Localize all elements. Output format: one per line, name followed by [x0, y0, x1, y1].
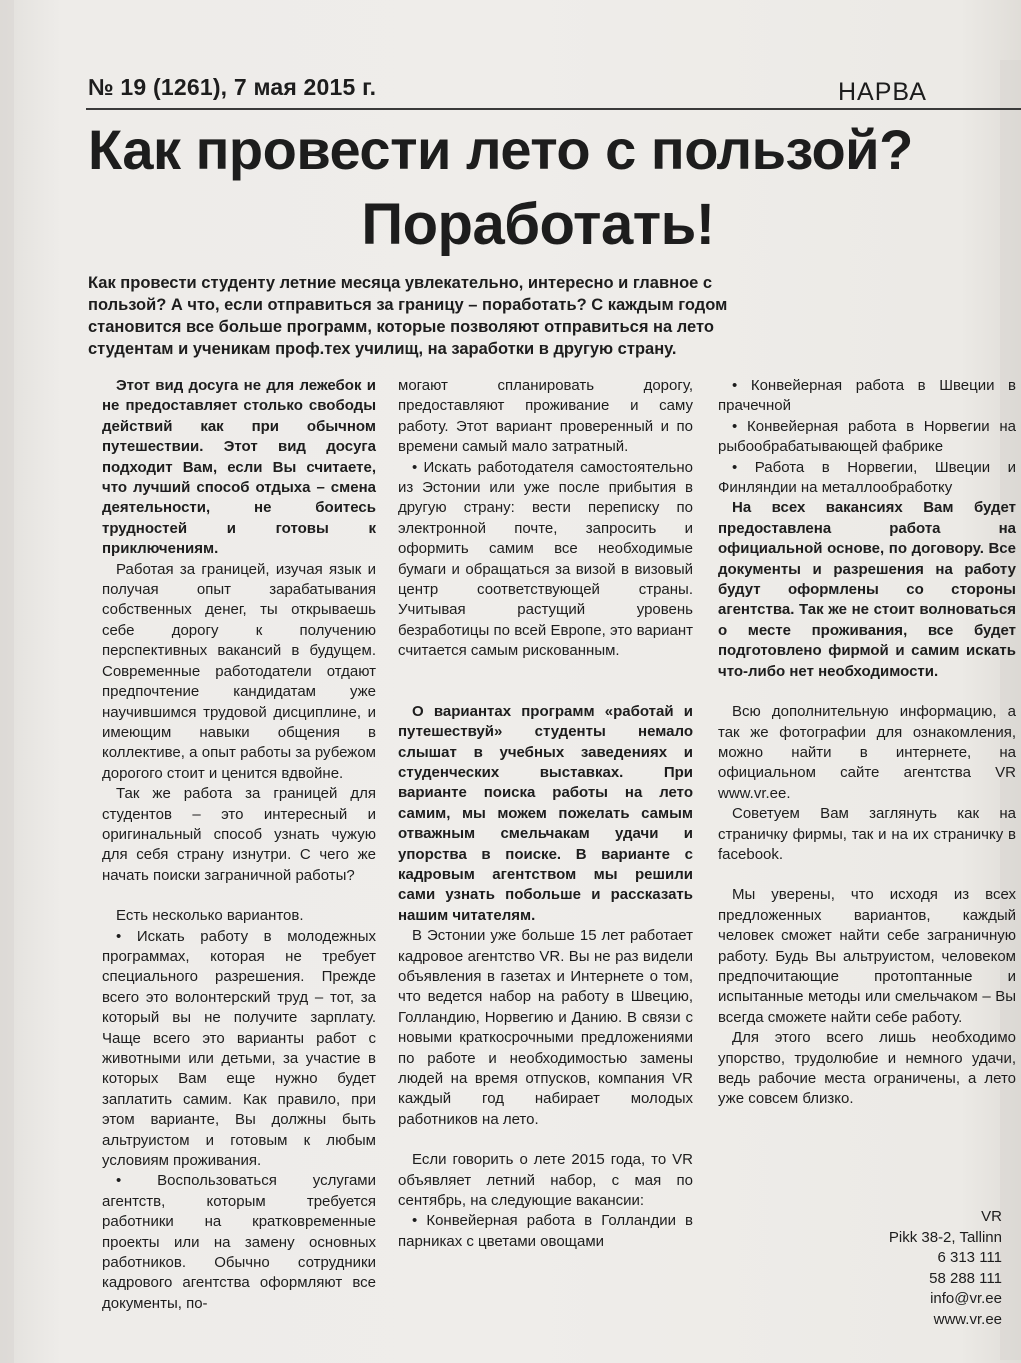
- contact-mobile: 58 288 111: [929, 1269, 1002, 1287]
- bullet-paragraph: [102, 927, 376, 1172]
- bullet-icon: •: [116, 1172, 158, 1190]
- contact-email: info@vr.ee: [930, 1290, 1002, 1308]
- paragraph: Работая за границей, изучая язык и получая опыт зарабатывания собственных денег, ты открываешь себе дорогу к получению перспективных вакансий в будущем. Современные работодатели отдают предпочтение кандидатам уже научившимся трудовой дисциплине, и имеющим навыки общения в коллективе, а опыт работы за рубежом дорогого стоит и ценится вдвойне.: [102, 560, 376, 782]
- bullet-paragraph: [718, 417, 1016, 458]
- bullet-text: Искать работу в молодежных программах, которая не требует специального разрешения. Прежде всего это волонтерский труд – тот, за который вы не получите зарплату. Чаще всего это варианты работ с животными или детьми, за участие в которых Вам еще нужно будет заплатить самим. Как правило, при этом варианте, Вы должны быть альтруистом и готовым к любым условиям проживания.: [102, 927, 376, 1170]
- spacer: [398, 662, 693, 682]
- paragraph: О вариантах программ «работай и путешествуй» студенты немало слышат в учебных заведениях и студенческих выставках. При варианте поиска работы на лето самим, мы можем пожелать самым отважным смельчакам удачи и упорства в поиске. В варианте с кадровым агентством мы решили сами узнать побольше и рассказать нашим читателям.: [398, 702, 693, 924]
- bullet-text: Работа в Норвегии, Швеции и Финляндии на металлообработку: [718, 458, 1017, 497]
- header-divider: [86, 108, 1021, 110]
- spacer: [398, 682, 693, 702]
- bullet-text: Воспользоваться услугами агентств, которым требуется работники на кратковременные проекты или на замену основных работников. Обычно сотрудники кадрового агентства оформляют все документы, по-: [102, 1172, 376, 1312]
- bullet-icon: •: [732, 458, 755, 476]
- paragraph: Для этого всего лишь необходимо упорство, трудолюбие и немного удачи, ведь рабочие места ограничены, а лето уже совсем близко.: [718, 1029, 1016, 1108]
- bullet-text: Искать работодателя самостоятельно из Эстонии или уже после прибытия в другую страну: вести переписку по электронной почте, запросить и оформить самим все необходимые бумаги и обращаться за визой в визовый центр соответствующей страны. Учитывая растущий уровень безработицы по всей Европе, это вариант считается самым рискованным.: [398, 458, 693, 660]
- bullet-icon: •: [412, 458, 424, 476]
- paragraph: Так же работа за границей для студентов – это интересный и оригинальный способ узнать чужую для себя страну изнутри. С чего же начать поиски заграничной работы?: [102, 785, 376, 884]
- bullet-text: Конвейерная работа в Голландии в парниках с цветами овощами: [398, 1212, 694, 1250]
- spacer: [718, 682, 1016, 702]
- paragraph: могают спланировать дорогу, предоставляют проживание и саму работу. Этот вариант проверенный и по времени самый мало затратный.: [398, 377, 693, 456]
- spacer: [398, 1130, 693, 1150]
- paragraph: Есть несколько вариантов.: [116, 907, 304, 925]
- contact-block: [840, 1207, 1002, 1331]
- bullet-icon: •: [116, 927, 137, 945]
- bullet-icon: •: [412, 1212, 427, 1230]
- contact-website: www.vr.ee: [933, 1310, 1002, 1328]
- city-name: НАРВА: [838, 78, 927, 106]
- paragraph: Всю дополнительную информацию, а так же фотографии для ознакомления, можно найти в интернете, на официальном сайте агентства VR www.vr.ee.: [718, 703, 1016, 802]
- paragraph: Этот вид досуга не для лежебок и не предоставляет столько свободы действий как при обычном путешествии. Этот вид досуга подходит Вам, если Вы считаете, что лучший способ отдыха – смена деятельности, не боитесь трудностей и готовы к приключениям.: [102, 377, 376, 558]
- article-title-line1: Как провести лето с пользой?: [88, 118, 913, 181]
- bullet-paragraph: [718, 376, 1016, 417]
- column-3: [718, 376, 1016, 1110]
- spacer: [102, 886, 376, 906]
- bullet-paragraph: [398, 458, 693, 662]
- bullet-paragraph: [102, 1171, 376, 1314]
- bullet-paragraph: [398, 1211, 693, 1252]
- bullet-text: Конвейерная работа в Норвегии на рыбообрабатывающей фабрике: [718, 417, 1017, 456]
- paragraph: Мы уверены, что исходя из всех предложенных вариантов, каждый человек сможет найти себе заграничную работу. Будь Вы альтруистом, человеком предпочитающие протоптанные и испытанные методы или смельчаком – Вы всегда сможете найти себе работу.: [718, 886, 1016, 1026]
- paragraph: На всех вакансиях Вам будет предоставлена работа на официальной основе, по договору. Все документы и разрешения на работу будут оформлены со стороны агентства. Так же не стоит волноваться о месте проживания, все будет подготовлено фирмой и самим искать что-либо нет необходимости.: [718, 499, 1016, 680]
- bleed-through-left-edge: [0, 0, 14, 1363]
- article-lead: Как провести студенту летние месяца увлекательно, интересно и главное с пользой? А что, если отправиться за границу – поработать? С каждым годом становится все больше программ, которые позволяют отправиться на лето студентам и ученикам проф.тех училищ, на заработки в другую страну.: [88, 274, 728, 358]
- paragraph: В Эстонии уже больше 15 лет работает кадровое агентство VR. Вы не раз видели объявления в газетах и Интернете о том, что ведется набор на работу в Швецию, Голландию, Норвегию и Данию. В связи с новыми краткосрочными предложениями по работе и необходимостью замены людей на время отпусков, компания VR каждый год набирает молодых работников на лето.: [398, 927, 693, 1128]
- bullet-paragraph: [718, 458, 1016, 499]
- issue-info: № 19 (1261), 7 мая 2015 г.: [88, 74, 377, 100]
- column-2: [398, 376, 693, 1252]
- bullet-icon: •: [732, 377, 751, 394]
- contact-phone: 6 313 111: [937, 1249, 1002, 1267]
- bullet-icon: •: [732, 417, 747, 435]
- article-title-line2: Поработать!: [361, 192, 715, 257]
- paragraph: Советуем Вам заглянуть как на страничку фирмы, так и на их страничку в facebook.: [718, 805, 1016, 863]
- bullet-text: Конвейерная работа в Швеции в прачечной: [718, 377, 1017, 415]
- column-1: [102, 376, 376, 1314]
- contact-address: Pikk 38-2, Tallinn: [888, 1228, 1002, 1246]
- spacer: [718, 865, 1016, 885]
- paragraph: Если говорить о лете 2015 года, то VR объявляет летний набор, с мая по сентябрь, на следующие вакансии:: [398, 1151, 693, 1210]
- contact-company: VR: [981, 1208, 1002, 1225]
